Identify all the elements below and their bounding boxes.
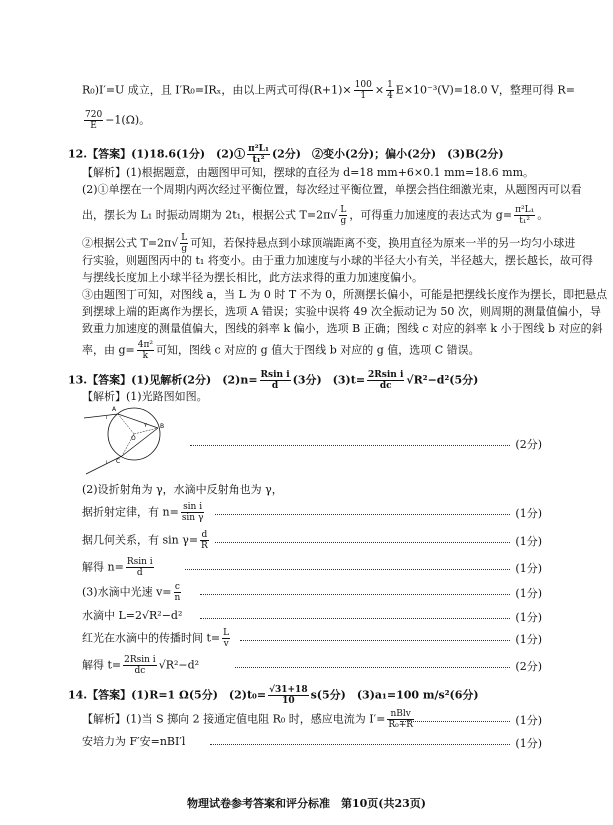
q12-analysis-10: 率，由 g= $\frac{\text{4π²}}{k}$ 可知，图线 c 对应的 g 值大于图线 b 对应的 g 值，选项 C 错误。 [82,340,480,361]
score: (1分) [515,535,542,548]
leader-dots [215,542,510,543]
score: (1分) [515,507,542,520]
label-a: A [112,406,117,413]
q13-s2-3: 据几何关系，有 sin γ= $\frac{d}{R}$ [82,530,208,551]
q12-analysis-8: 到摆球上端的距离作为摆长，选项 A 错误；实验中误将 49 次全振动记为 50 次，则周期的测量值偏小，导 [82,305,601,318]
leader-dots [200,594,510,595]
q12-analysis-4: ②根据公式 T=2π√ $\frac{L}{g}$ 可知，若保持悬点到小球顶端距离不变，换用直径为原来一半的另一均匀小球进 [82,233,576,254]
q13-s3-4: 解得 t= $\frac{\text{2Rsin i}}{dc}$ √R²−d² [82,655,200,676]
incident-ray [84,414,118,418]
q13-answer: 13.【答案】(1)见解析(2分) (2)n= $\frac{\text{Rsin i}}{d}$ (3分) (3)t= $\frac{\text{2Rsin i}}{dc}$ √R²−d²(5分) [68,370,479,391]
score: (1分) [515,562,542,575]
score: (1分) [515,714,542,727]
q12-analysis-7: ③由题图丁可知，对图线 a，当 L 为 0 时 T 不为 0，所测摆长偏小，可能是把摆线长度作为摆长，即把悬点 [82,288,608,301]
page-footer: 物理试卷参考答案和评分标准 第10页(共23页) [186,797,427,810]
leader-dots [190,445,510,446]
score: (1分) [515,611,542,624]
q11-line-1: R₀)I′=U 成立，且 I′R₀=IRₓ，由以上两式可得(R+1)× $\frac{100}{1}$ × $\frac{1}{4}$ E×10⁻³(V)=18.0 V，整理可得 R= [82,80,575,101]
label-o: O [131,435,136,442]
fraction: $\frac{720}{E}$ [85,110,103,131]
q12-analysis-2: (2)①单摆在一个周期内两次经过平衡位置，每次经过平衡位置，单摆会挡住细激光束，从题图丙可以看 [82,183,582,196]
q13-s3-1: (3)水滴中光速 v= $\frac{c}{n}$ [82,582,181,603]
q11-line-2: $\frac{720}{E}$ −1(Ω)。 [85,110,151,131]
leader-dots [235,667,510,668]
label-i2: i [106,460,108,466]
leader-dots [185,569,510,570]
q13-s2-1: (2)设折射角为 γ，水滴中反射角也为 γ， [82,483,283,496]
label-i1: i [106,415,108,421]
label-c: C [116,458,121,465]
refracted-ray [118,414,158,428]
q12-analysis-9: 致重力加速度的测量值偏大，图线的斜率 k 偏小，选项 B 正确；图线 c 对应的斜率 k 小于图线 b 对应的斜 [82,322,603,335]
q13-s2-2: 据折射定律，有 n= $\frac{\text{sin i}}{\text{sin γ}}$ [82,502,204,523]
score: (2分) [515,438,542,451]
q12-analysis-1: 【解析】(1)根据题意，由题图甲可知，摆球的直径为 d=18 mm+6×0.1 mm=18.6 mm。 [82,166,535,179]
q12-analysis-6: 与摆线长度加上小球半径为摆长相比，此方法求得的重力加速度偏小。 [82,271,423,284]
q14-analysis-1: 【解析】(1)当 S 掷向 2 接通定值电阻 R₀ 时，感应电流为 I′= $\frac{\text{nBlv}}{\text{R₀+R}}$ [82,709,414,730]
leader-dots [215,514,510,515]
q12-analysis-5: 行实验，则题图丙中的 t₁ 将变小。由于重力加速度与小球的半径大小有关，半径越大，摆长越长，故可得 [82,254,593,267]
q12-analysis-3: 出，摆长为 L₁ 时振动周期为 2t₁，根据公式 T=2π√ $\frac{L}{g}$ ，可得重力加速度的表达式为 g= $\frac{\text{π²L₁}}{\text{t₁²}}$ 。 [82,205,549,226]
q13-s2-4: 解得 n= $\frac{\text{Rsin i}}{d}$ [82,557,153,578]
q14-answer: 14.【答案】(1)R=1 Ω(5分) (2)t₀= $\frac{√31+18}{10}$ s(5分) (3)a₁=100 m/s²(6分) [68,685,479,706]
light-path-figure [82,400,182,478]
q13-analysis-1: 【解析】(1)光路图如图。 [82,390,208,403]
leader-dots [210,744,510,745]
fraction: $\frac{1}{4}$ [387,80,393,101]
score: (1分) [515,587,542,600]
q12-answer: 12.【答案】(1)18.6(1分) (2)① $\frac{\text{π²L₁}}{\text{t₁²}}$ (2分) ②变小(2分)；偏小(2分) (3)B(2分) [68,144,504,165]
q13-s3-3: 红光在水滴中的传播时间 t= $\frac{L}{v}$ [82,628,230,649]
q11-text: R₀)I′=U 成立，且 I′R₀=IRₓ，由以上两式可得(R+1)× [82,83,352,97]
leader-dots [240,640,510,641]
score: (2分) [515,660,542,673]
leader-dots [400,721,510,722]
leader-dots [200,618,510,619]
q14-analysis-2: 安培力为 F′安=nBI′l [82,735,186,748]
q13-s3-2: 水滴中 L=2√R²−d² [82,609,183,622]
fraction: $\frac{100}{1}$ [354,80,372,101]
label-gamma: γ [144,422,147,428]
label-b: B [160,423,165,430]
score: (1分) [515,633,542,646]
score: (1分) [515,737,542,750]
